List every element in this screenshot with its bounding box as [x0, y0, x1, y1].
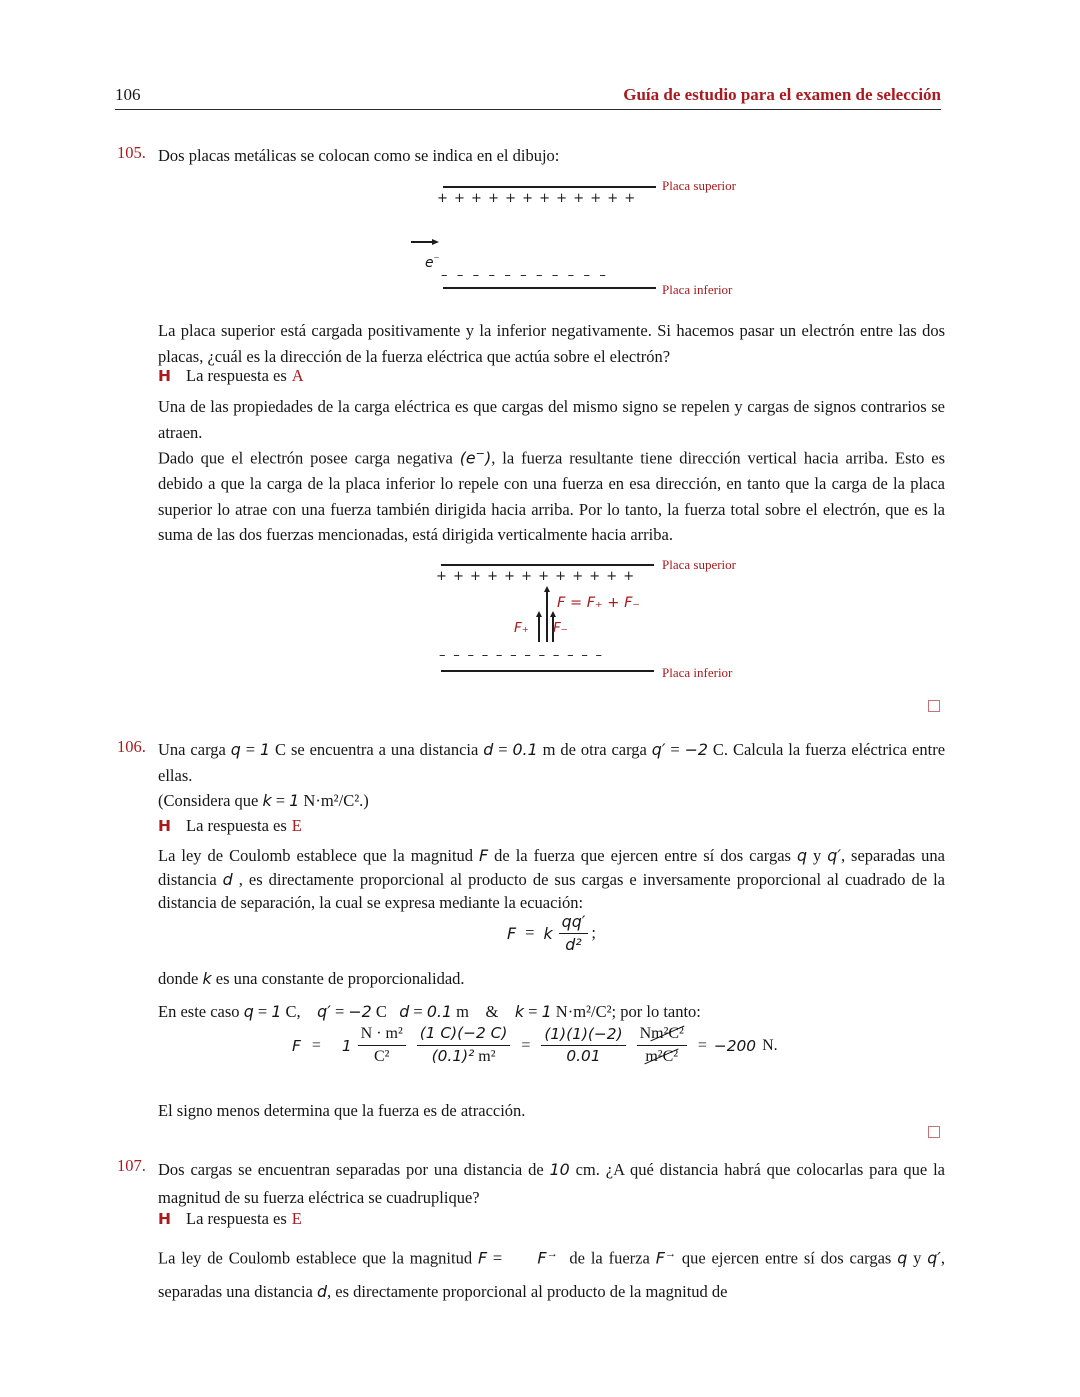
conclusion-line: El signo menos determina que la fuerza es de atracción. [158, 1101, 526, 1120]
end-of-solution-marker-icon [928, 700, 940, 712]
answer-letter: E [291, 1209, 302, 1228]
formula-constant: k [543, 923, 553, 943]
formula-lhs: F [507, 923, 517, 943]
problem-107-statement: Dos cargas se encuentran separadas por una distancia de 10 cm. ¿A qué distancia habrá que colocarlas para que la magnitud de su fuerza eléctrica se cuadruplique? [158, 1160, 950, 1207]
eq-result-unit: N. [762, 1036, 778, 1054]
problem-105-question-paragraph: La placa superior está cargada positivamente y la inferior negativamente. Si hacemos pasar un electrón entre las dos placas, ¿cuál es la dirección de la fuerza eléctrica que actúa sobre el electrón? [158, 321, 950, 366]
problem-106-consider-note: (Considera que k = 1 N·m²/C².) [158, 791, 369, 810]
bottom-plate-label: Placa inferior [662, 282, 733, 297]
problem-105-statement: Dos placas metálicas se colocan como se indica en el dibujo: [158, 146, 560, 165]
coulomb-formula [158, 912, 945, 955]
answer-letter: A [291, 366, 304, 385]
fraction-denominator: m²C² [645, 1048, 679, 1065]
problem-106-statement: Una carga q = 1 C se encuentra a una distancia d = 0.1 m de otra carga q′ = −2 C. Calcula la fuerza eléctrica entre ellas. [158, 740, 950, 785]
fraction-numerator: Nm²C² [637, 1024, 687, 1046]
answer-letter: E [291, 816, 302, 835]
eq-lhs: F [292, 1036, 301, 1055]
fraction-denominator: d² [565, 934, 582, 954]
arrow-shaft [411, 241, 432, 243]
problem-107-number: 107. [117, 1156, 146, 1175]
answer-text: La respuesta es [185, 1209, 287, 1228]
answer-prefix-icon: H [158, 817, 171, 835]
electron-label: e− [425, 253, 440, 271]
problem-106-number: 106. [117, 737, 146, 756]
arrow-shaft [538, 617, 540, 642]
coulomb-law-paragraph: La ley de Coulomb establece que la magnitud F de la fuerza que ejercen entre sí dos cargas q y q′, separadas una distancia d , es directamente proporcional al producto de sus cargas e inversamente proporcional al cuadrado de la distancia de separación, la cual se expresa mediante la ecuación: [158, 846, 950, 912]
answer-text: La respuesta es [185, 366, 287, 385]
fraction-denominator: (0.1)² m² [431, 1046, 496, 1065]
case-values-line: En este caso q = 1 C, q′ = −2 C d = 0.1 m & k = 1 N·m²/C²; por lo tanto: [158, 1002, 701, 1021]
units-fraction [358, 1024, 406, 1067]
negative-charges-row: – – – – – – – – – – – [441, 268, 609, 283]
answer-line-105 [158, 366, 304, 386]
negative-charges-row-2: – – – – – – – – – – – – [439, 648, 604, 663]
bottom-plate-label-2: Placa inferior [662, 665, 733, 680]
answer-line-107 [158, 1209, 302, 1229]
answer-prefix-icon: H [158, 1210, 171, 1228]
fraction-denominator: C² [373, 1048, 390, 1065]
fraction-numerator: qq′ [559, 912, 589, 934]
electron-velocity-arrow-icon [411, 239, 439, 245]
force-minus-label: F₋ [553, 620, 568, 636]
force-plus-label: F₊ [514, 620, 529, 636]
donde-line: donde k es una constante de proporcionalidad. [158, 969, 465, 988]
end-of-solution-marker-icon [928, 1126, 940, 1138]
coulomb-law-paragraph-107: La ley de Coulomb establece que la magnitud F = F→ de la fuerza F→ que ejercen entre sí dos cargas q y q′, separadas una distancia d, es directamente proporcional al producto de la magnitud de [158, 1248, 950, 1301]
charges-fraction [417, 1024, 511, 1066]
fraction-numerator: (1 C)(−2 C) [417, 1024, 511, 1045]
problem-105-number: 105. [117, 143, 146, 162]
total-force-label: F = F₊ + F₋ [557, 595, 641, 611]
formula-equals: = [525, 923, 535, 943]
eq-equals-2: = [521, 1036, 531, 1054]
formula-semicolon: ; [591, 923, 596, 943]
fraction-numerator: (1)(1)(−2) [541, 1025, 625, 1046]
header-title: Guía de estudio para el examen de selección [623, 85, 941, 104]
arrow-shaft [546, 592, 548, 642]
top-plate-label: Placa superior [662, 178, 737, 193]
positive-charges-row: + + + + + + + + + + + + [437, 191, 637, 206]
header-rule [115, 109, 941, 110]
answer-line-106 [158, 816, 302, 836]
bottom-plate-line-2 [441, 670, 654, 672]
explanation-paragraph: Dado que el electrón posee carga negativa (e−), la fuerza resultante tiene dirección vertical hacia arriba. Esto es debido a que la carga de la placa inferior lo repele con una fuerza en esa dirección, en tanto que la carga de la placa superior lo atrae con una fuerza también dirigida hacia arriba. Por lo tanto, la fuerza total sobre el electrón, que es la suma de las dos fuerzas mencionadas, está dirigida verticalmente hacia arriba. [158, 447, 950, 544]
fraction-numerator: N · m² [358, 1024, 406, 1046]
charge-property-paragraph: Una de las propiedades de la carga eléctrica es que cargas del mismo signo se repelen y cargas de signos contrarios se atraen. [158, 397, 950, 442]
numeric-equation [292, 1024, 778, 1067]
bottom-plate-line [443, 287, 656, 289]
eq-result-equals: = [697, 1036, 707, 1054]
eq-coefficient: 1 [341, 1036, 352, 1055]
eq-result-value: −200 [713, 1036, 757, 1055]
top-plate-label-2: Placa superior [662, 557, 737, 572]
eq-equals: = [311, 1036, 321, 1054]
answer-prefix-icon: H [158, 367, 171, 385]
arrow-head [432, 239, 439, 245]
cancelled-units-fraction [637, 1024, 687, 1067]
top-plate-line [443, 186, 656, 188]
force-plus-arrow-icon [536, 611, 542, 642]
numbers-fraction [541, 1025, 625, 1066]
answer-text: La respuesta es [185, 816, 287, 835]
fraction-denominator: 0.01 [566, 1047, 601, 1065]
page-number: 106 [115, 85, 141, 104]
top-plate-line-2 [441, 564, 654, 566]
formula-fraction [559, 912, 589, 955]
positive-charges-row-2: + + + + + + + + + + + + [436, 569, 636, 584]
